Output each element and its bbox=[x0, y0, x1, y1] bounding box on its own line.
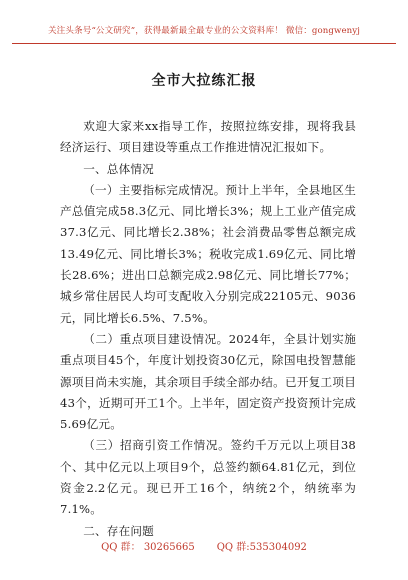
projects-paragraph: （二）重点项目建设情况。2024年，全县计划实施重点项目45个，年度计划投资30亿元，除国电投智慧能源项目尚未实施，其余项目手续全部办结。已开复工项目43个，近期可开工1个。上半年，固定资产投资预计完成5.69亿元。 bbox=[60, 331, 356, 432]
header-banner: 关注头条号“公文研究”，获得最新最全最专业的公文资料库！ 微信：gongwenyj bbox=[47, 26, 361, 36]
indicators-paragraph: （一）主要指标完成情况。预计上半年，全县地区生产总值完成58.3亿元、同比增长3%；规上工业产值完成37.3亿元、同比增长2.38%；社会消费品零售总额完成13.49亿元、同比增长3%；税收完成1.69亿元、同比增长28.6%；进出口总额完成2.98亿元、同比增长77%；城乡常住居民人均可支配收入分别完成22105元、9036元，同比增长6.5%、7.5%。 bbox=[60, 182, 356, 325]
header-divider bbox=[12, 43, 396, 44]
document-title: 全市大拉练汇报 bbox=[151, 73, 257, 89]
investment-paragraph: （三）招商引资工作情况。签约千万元以上项目38个、其中亿元以上项目9个，总签约额64.81亿元，到位资金2.2亿元。现已开工16个，纳统2个，纳统率为7.1%。 bbox=[60, 438, 356, 517]
footer-contact bbox=[0, 538, 408, 553]
qq-group-1: QQ 群： 30265665 bbox=[101, 542, 195, 553]
qq-group-2: QQ 群:535304092 bbox=[216, 542, 307, 553]
document-body bbox=[60, 116, 356, 542]
section-heading-issues: 二、存在问题 bbox=[83, 523, 154, 538]
intro-paragraph: 欢迎大家来xx指导工作，按照拉练安排，现将我县经济运行、项目建设等重点工作推进情况汇报如下。 bbox=[60, 119, 356, 155]
section-heading-overview: 一、总体情况 bbox=[83, 161, 154, 176]
